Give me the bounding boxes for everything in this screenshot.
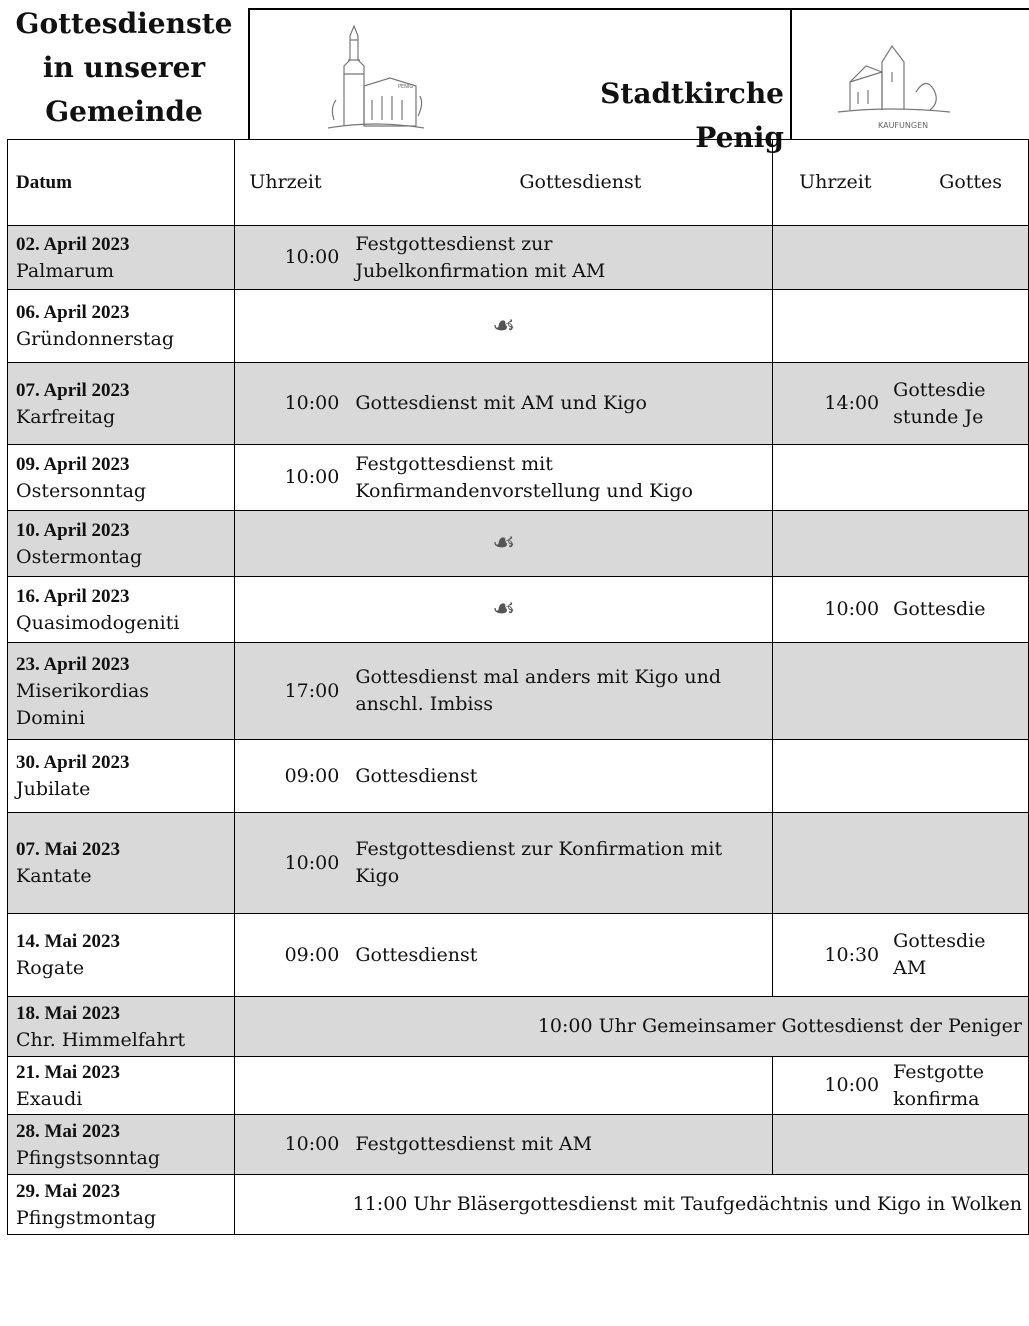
row-time: 10:00 <box>284 392 340 414</box>
table-row <box>8 997 1029 1057</box>
table-row <box>8 1115 1029 1175</box>
ornament-icon: ☙ <box>235 290 773 363</box>
row-service: Festgottesdienst mit Konfirmandenvorstellung und Kigo <box>355 452 693 502</box>
row-service: Festgottesdienst zur Jubelkonfirmation mit AM <box>355 232 606 282</box>
row-joint-service: 10:00 Uhr Gemeinsamer Gottesdienst der Peniger <box>235 997 1029 1057</box>
row-day: Miserikordias Domini <box>16 679 150 729</box>
table-row <box>8 643 1029 740</box>
title-line-1: Gottesdienste <box>15 7 233 40</box>
table-row <box>8 740 1029 813</box>
table-row <box>8 813 1029 914</box>
row-time: 17:00 <box>284 679 340 702</box>
row-time-2: 10:00 <box>824 1074 880 1096</box>
row-date: 07. Mai 2023 <box>16 839 120 860</box>
ornament-icon: ☙ <box>235 511 773 577</box>
col-gottesdienst-2: Gottes <box>939 171 1003 193</box>
row-day: Exaudi <box>16 1087 83 1110</box>
page-title <box>0 0 248 142</box>
church-penig-logo <box>320 16 430 134</box>
row-date: 16. April 2023 <box>16 585 130 607</box>
row-service-2: Gottesdie <box>893 598 986 620</box>
row-day: Ostermontag <box>16 545 143 568</box>
row-day: Chr. Himmelfahrt <box>16 1028 186 1051</box>
table-row <box>8 290 1029 363</box>
title-line-2: in unserer <box>42 51 206 84</box>
col-uhrzeit-2: Uhrzeit <box>799 171 872 193</box>
table-row <box>8 914 1029 997</box>
table-row <box>8 1175 1029 1235</box>
row-day: Gründonnerstag <box>16 328 175 350</box>
row-service-2: Gottesdie AM <box>893 930 986 979</box>
row-day: Rogate <box>16 957 85 979</box>
row-time: 10:00 <box>284 466 340 488</box>
header-penig-box <box>248 8 792 154</box>
header-kaufungen-box <box>790 8 1029 140</box>
row-service-2: Festgotte konfirma <box>893 1060 985 1110</box>
row-date: 21. Mai 2023 <box>16 1061 120 1083</box>
logo-penig-caption: PENIG <box>398 84 414 90</box>
table-row <box>8 445 1029 511</box>
col-gottesdienst: Gottesdienst <box>519 171 642 193</box>
col-datum: Datum <box>8 140 235 226</box>
col-uhrzeit: Uhrzeit <box>249 171 322 193</box>
row-date: 18. Mai 2023 <box>16 1002 120 1024</box>
row-service: Festgottesdienst mit AM <box>355 1133 593 1155</box>
row-day: Pfingstmontag <box>16 1206 157 1229</box>
row-date: 30. April 2023 <box>16 752 130 773</box>
row-service: Gottesdienst mal anders mit Kigo und anschl. Imbiss <box>355 666 721 715</box>
row-service: Festgottesdienst zur Konfirmation mit Kigo <box>355 838 723 887</box>
row-date: 14. Mai 2023 <box>16 931 120 952</box>
row-date: 10. April 2023 <box>16 519 130 541</box>
row-day: Kantate <box>16 865 92 887</box>
church-kaufungen-logo <box>830 32 970 132</box>
row-date: 23. April 2023 <box>16 653 130 675</box>
table-row <box>8 1057 1029 1115</box>
row-time-2: 10:30 <box>824 943 880 966</box>
row-date: 29. Mai 2023 <box>16 1180 120 1202</box>
title-line-3: Gemeinde <box>45 95 203 128</box>
row-service: Gottesdienst <box>355 943 478 966</box>
row-date: 02. April 2023 <box>16 233 130 255</box>
row-time-2: 14:00 <box>824 392 880 414</box>
logo-kaufungen-caption: KAUFUNGEN <box>878 121 929 130</box>
row-date: 28. Mai 2023 <box>16 1120 120 1142</box>
church-name-line-2: Penig <box>695 121 784 154</box>
ornament-icon: ☙ <box>235 577 773 643</box>
row-date: 06. April 2023 <box>16 302 130 323</box>
col-kaufungen <box>773 140 1029 226</box>
row-time: 09:00 <box>284 764 340 787</box>
row-day: Ostersonntag <box>16 479 147 502</box>
row-service: Gottesdienst mit AM und Kigo <box>355 392 647 414</box>
row-day: Palmarum <box>16 259 115 282</box>
table-row <box>8 363 1029 445</box>
table-row <box>8 577 1029 643</box>
table-row <box>8 511 1029 577</box>
row-day: Jubilate <box>16 778 91 800</box>
row-date: 07. April 2023 <box>16 379 130 401</box>
row-day: Quasimodogeniti <box>16 611 180 634</box>
church-name-line-1: Stadtkirche <box>600 77 784 110</box>
row-time: 10:00 <box>284 851 340 874</box>
row-time: 09:00 <box>284 943 340 966</box>
row-day: Karfreitag <box>16 405 116 428</box>
table-row <box>8 226 1029 290</box>
row-time-2: 10:00 <box>824 598 880 620</box>
table-header-row <box>8 140 1029 226</box>
row-service: Gottesdienst <box>355 764 478 787</box>
row-joint-service: 11:00 Uhr Bläsergottesdienst mit Taufgedächtnis und Kigo in Wolken <box>235 1175 1029 1235</box>
row-time: 10:00 <box>284 1133 340 1155</box>
service-table <box>7 139 1029 1235</box>
col-penig <box>235 140 773 226</box>
row-service-2: Gottesdie stunde Je <box>893 378 986 428</box>
row-time: 10:00 <box>284 246 340 268</box>
row-day: Pfingstsonntag <box>16 1146 161 1169</box>
row-date: 09. April 2023 <box>16 453 130 475</box>
